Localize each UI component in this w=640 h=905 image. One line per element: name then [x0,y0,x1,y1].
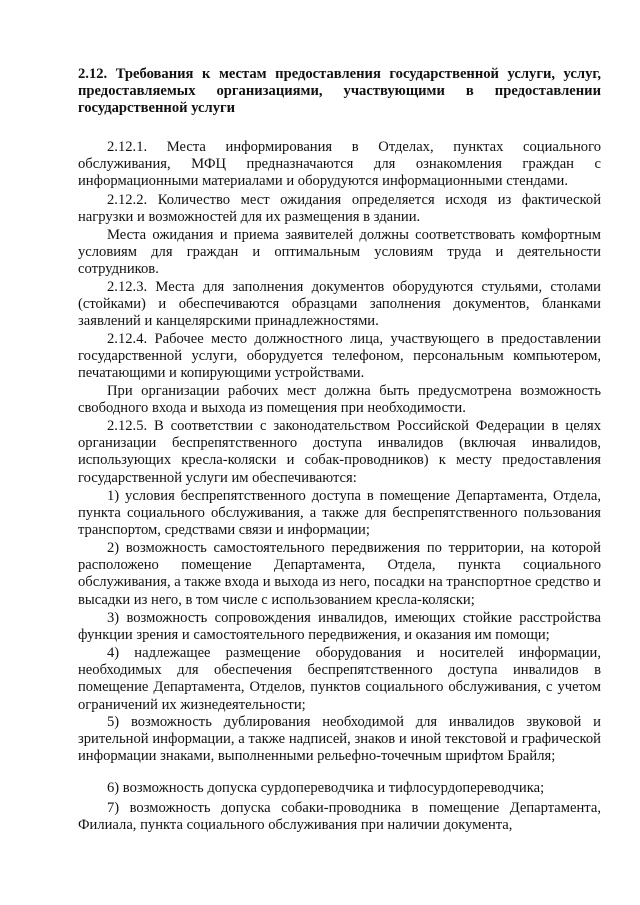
list-item-6: 6) возможность допуска сурдопереводчика и тифлосурдопереводчика; [107,780,545,796]
list-item-2: 2) возможность самостоятельного передвижения по территории, на которой расположено помещение Департамента, Отдела, пункта социального обслуживания, а также входа и выхода из него, посадки на транспортное средство и высадки из него, в том числе с использованием кресла-коляски; [78,540,601,608]
paragraph-workplace-organization: При организации рабочих мест должна быть предусмотрена возможность свободного входа и выхода из помещения при необходимости. [78,383,601,417]
list-item-7: 7) возможность допуска собаки-проводника в помещение Департамента, Филиала, пункта социального обслуживания при наличии документа, [78,800,601,834]
paragraph-2-12-3: 2.12.3. Места для заполнения документов оборудуются стульями, столами (стойками) и обеспечиваются образцами заполнения документов, бланками заявлений и канцелярскими принадлежностями. [78,279,601,330]
paragraph-waiting-places: Места ожидания и приема заявителей должны соответствовать комфортным условиям для граждан и оптимальным условиям труда и деятельности сотрудников. [78,227,601,278]
paragraph-2-12-2: 2.12.2. Количество мест ожидания определяется исходя из фактической нагрузки и возможностей для их размещения в здании. [78,192,601,226]
list-item-1: 1) условия беспрепятственного доступа в помещение Департамента, Отдела, пункта социального обслуживания, а также для беспрепятственного пользования транспортом, средствами связи и информации; [78,488,601,539]
list-item-4: 4) надлежащее размещение оборудования и носителей информации, необходимых для обеспечения беспрепятственного доступа инвалидов в помещение Департамента, Отделов, пунктов социального обслуживания, с учетом ограничений их жизнедеятельности; [78,645,601,713]
list-item-3: 3) возможность сопровождения инвалидов, имеющих стойкие расстройства функции зрения и самостоятельного передвижения, и оказания им помощи; [78,610,601,644]
paragraph-2-12-5: 2.12.5. В соответствии с законодательством Российской Федерации в целях организации беспрепятственного доступа инвалидов (включая инвалидов, использующих кресла-коляски и собак-проводников) к месту предоставления государственной услуги им обеспечиваются: [78,418,601,486]
section-heading: 2.12. Требования к местам предоставления государственной услуги, услуг, предоставляемых организациями, участвующими в предоставлении государственной услуги [78,66,601,116]
paragraph-2-12-1: 2.12.1. Места информирования в Отделах, пунктах социального обслуживания, МФЦ предназначаются для ознакомления граждан с информационными материалами и оборудуются информационными стендами. [78,139,601,190]
list-item-5: 5) возможность дублирования необходимой для инвалидов звуковой и зрительной информации, а также надписей, знаков и иной текстовой и графической информации знаками, выполненными рельефно-точечным шрифтом Брайля; [78,714,601,765]
paragraph-2-12-4: 2.12.4. Рабочее место должностного лица, участвующего в предоставлении государственной услуги, оборудуется телефоном, персональным компьютером, печатающими и копирующими устройствами. [78,331,601,382]
